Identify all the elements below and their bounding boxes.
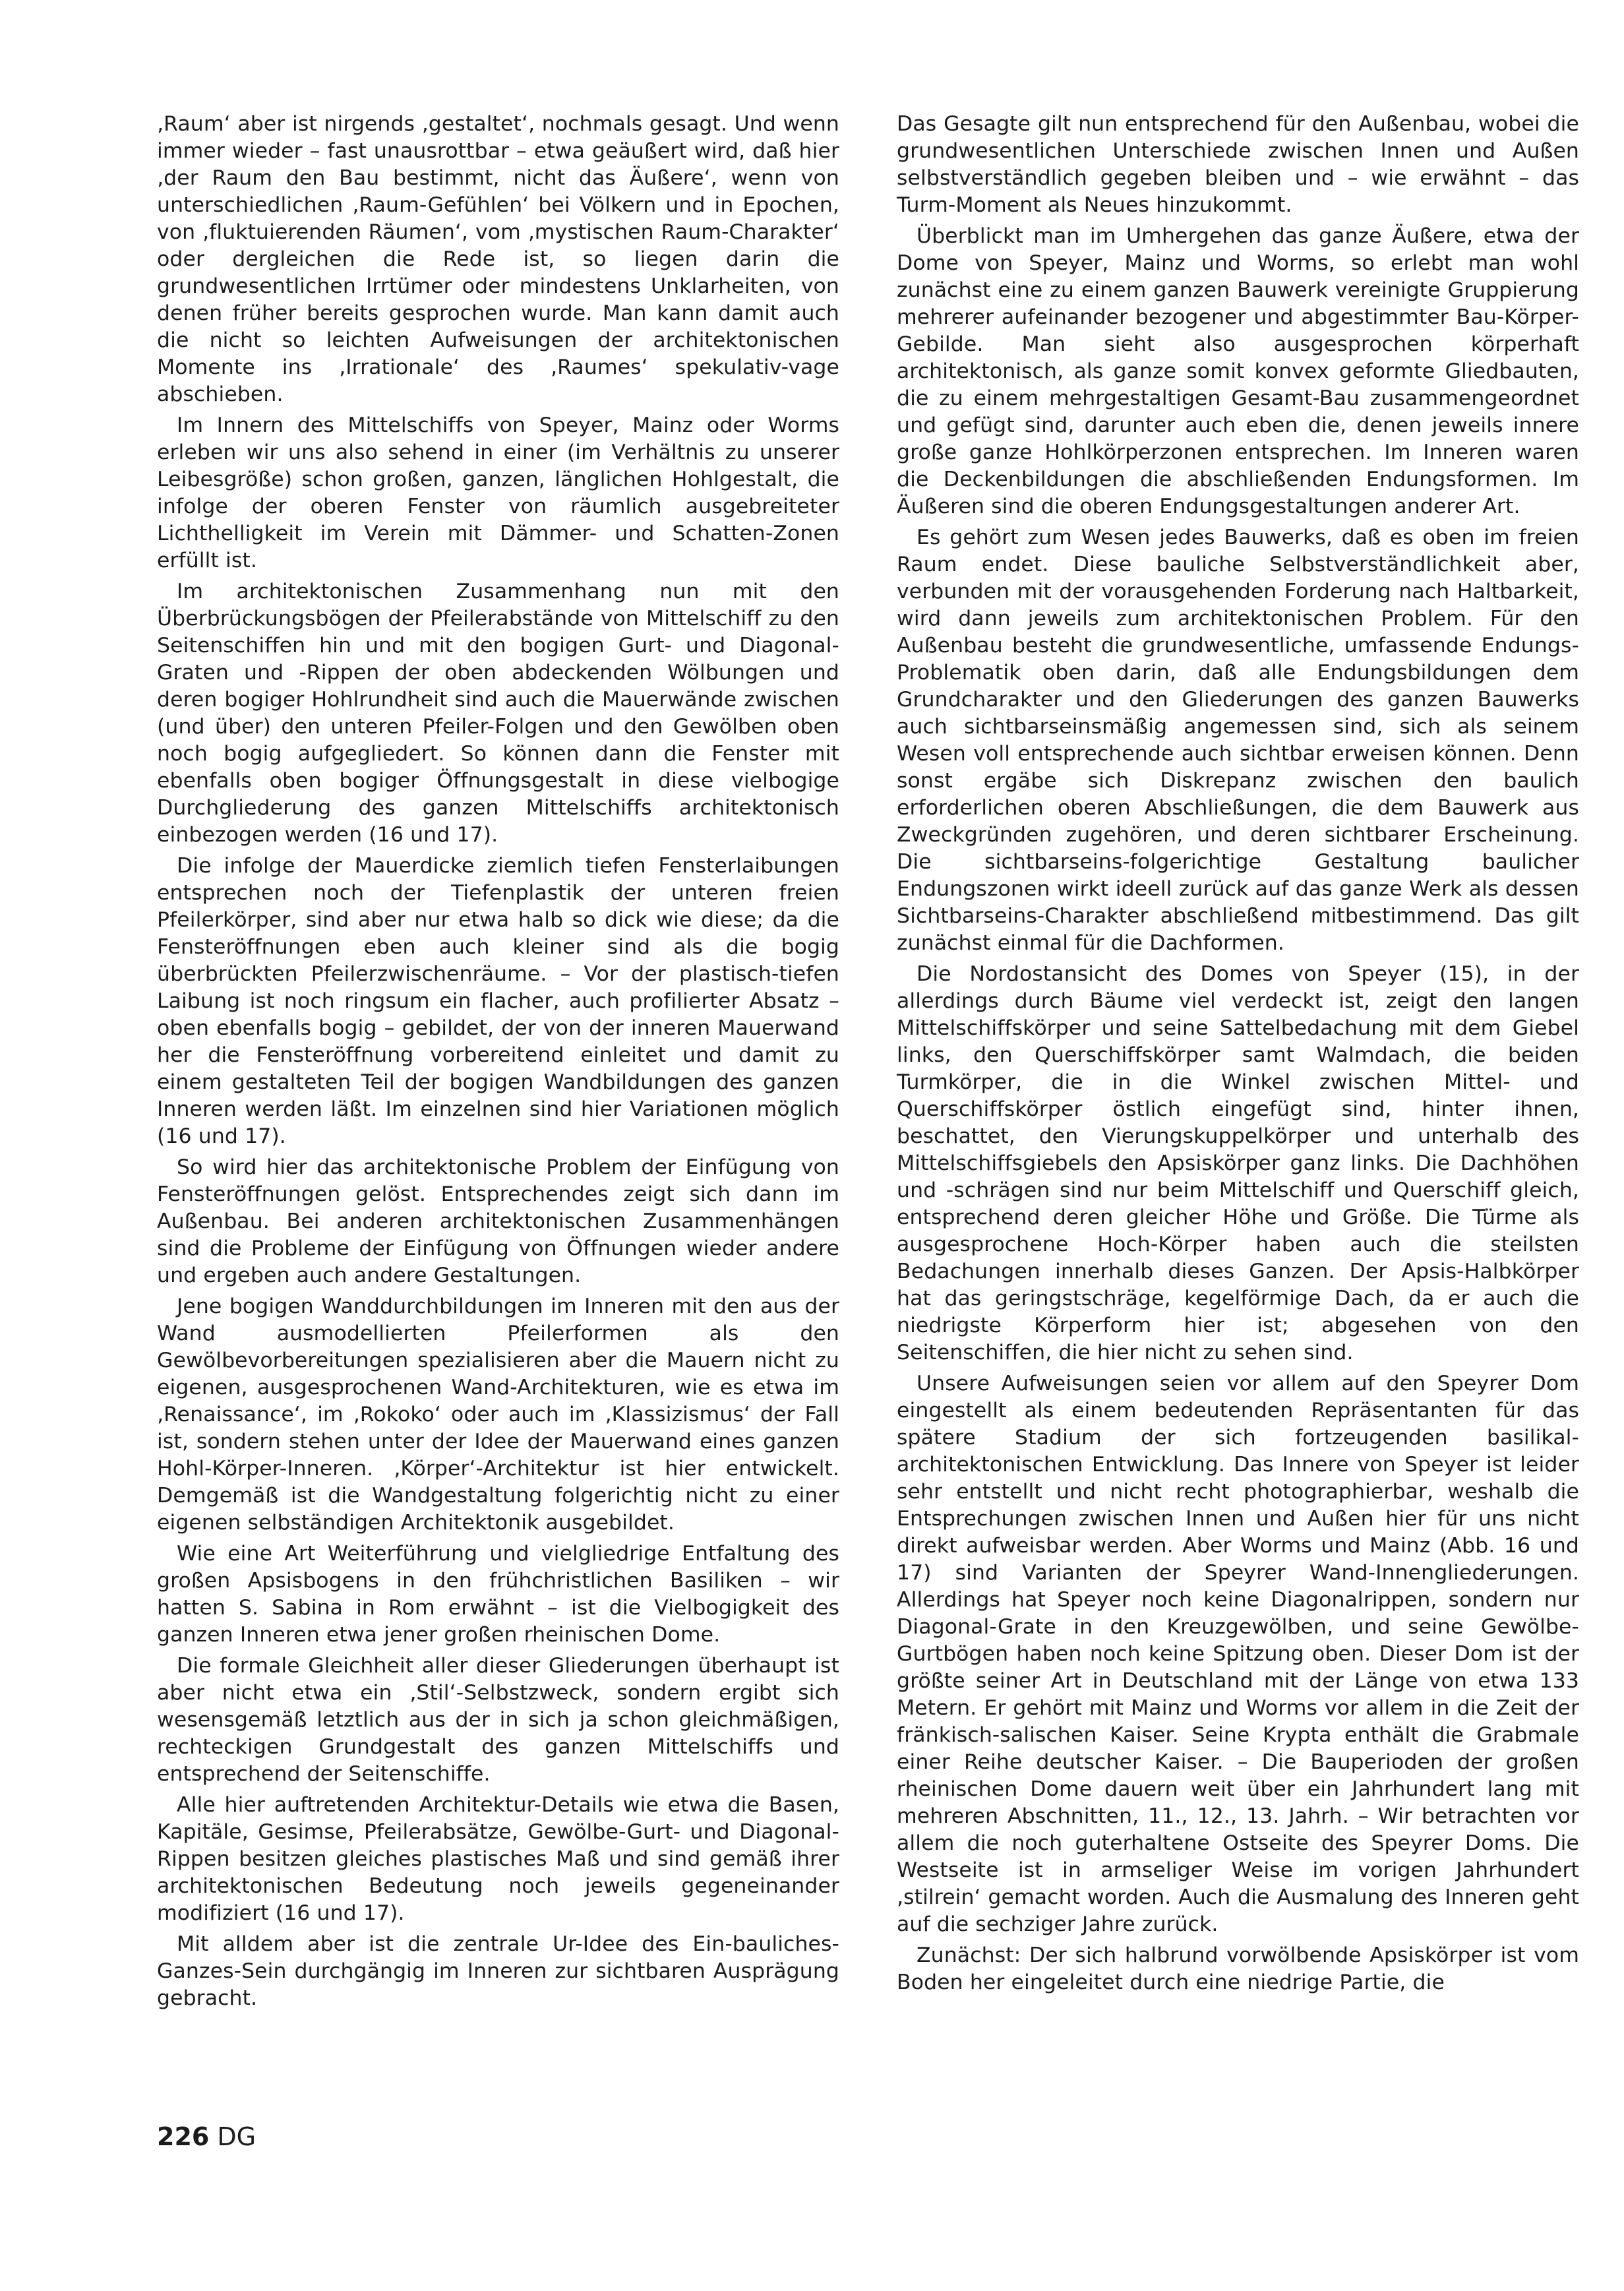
paragraph: Unsere Aufweisungen seien vor allem auf den Speyrer Dom eingestellt als einem bedeutenden Repräsentanten für das spätere Stadium der sich fortzeugenden basilikal-architektonischen Entwicklung. Das Innere von Speyer ist leider sehr entstellt und nicht recht photographierbar, weshalb die Entsprechungen zwischen Innen und Außen hier für uns nicht direkt aufweisbar werden. Aber Worms und Mainz (Abb. 16 und 17) sind Varianten der Speyrer Wand-Innengliederungen. Allerdings hat Speyer noch keine Diagonalrippen, sondern nur Diagonal-Grate in den Kreuzgewölben, und seine Gewölbe-Gurtbögen haben noch keine Spitzung oben. Dieser Dom ist der größte seiner Art in Deutschland mit der Länge von etwa 133 Metern. Er gehört mit Mainz und Worms vor allem in die Zeit der fränkisch-salischen Kaiser. Seine Krypta enthält die Grabmale einer Reihe deutscher Kaiser. – Die Bauperioden der großen rheinischen Dome dauern weit über ein Jahrhundert lang mit mehreren Abschnitten, 11., 12., 13. Jahrh. – Wir betrachten vor allem die noch guterhaltene Ostseite des Speyrer Doms. Die Westseite ist in armseliger Weise im vorigen Jahrhundert ‚stilrein‘ gemacht worden. Auch die Ausmalung des Inneren geht auf die sechziger Jahre zurück. [897,1372,1579,1936]
text-column-left [157,111,839,2016]
page-footer [157,2122,256,2151]
page-number: 226 [157,2122,210,2151]
paragraph: Überblickt man im Umhergehen das ganze Äußere, etwa der Dome von Speyer, Mainz und Worms, so erlebt man wohl zunächst eine zu einem ganzen Bauwerk vereinigte Gruppierung mehrerer aufeinander bezogener und abgestimmter Bau-Körper-Gebilde. Man sieht also ausgesprochen körperhaft architektonisch, als ganze somit konvex geformte Gliedbauten, die zu einem mehrgestaltigen Gesamt-Bau zusammengeordnet und gefügt sind, darunter auch eben die, denen jeweils innere große ganze Hohlkörperzonen entsprechen. Im Inneren waren die Deckenbildungen die abschließenden Endungsformen. Im Äußeren sind die oberen Endungsgestaltungen anderer Art. [897,224,1579,518]
paragraph: ‚Raum‘ aber ist nirgends ‚gestaltet‘, nochmals gesagt. Und wenn immer wieder – fast unausrottbar – etwa geäußert wird, daß hier ‚der Raum den Bau bestimmt, nicht das Äußere‘, wenn von unterschiedlichen ‚Raum-Gefühlen‘ bei Völkern und in Epochen, von ‚fluktuierenden Räumen‘, vom ‚mystischen Raum-Charakter‘ oder dergleichen die Rede ist, so liegen darin die grundwesentlichen Irrtümer oder mindestens Unklarheiten, von denen früher bereits gesprochen wurde. Man kann damit auch die nicht so leichten Aufweisungen der architektonischen Momente ins ‚Irrationale‘ des ‚Raumes‘ spekulativ-vage abschieben. [157,112,839,406]
paragraph: So wird hier das architektonische Problem der Einfügung von Fensteröffnungen gelöst. Entsprechendes zeigt sich dann im Außenbau. Bei anderen architektonischen Zusammenhängen sind die Probleme der Einfügung von Öffnungen wieder andere und ergeben auch andere Gestaltungen. [157,1155,839,1287]
paragraph: Wie eine Art Weiterführung und vielgliedrige Entfaltung des großen Apsisbogens in den frühchristlichen Basiliken – wir hatten S. Sabina in Rom erwähnt – ist die Vielbogigkeit des ganzen Inneren etwa jener großen rheinischen Dome. [157,1542,839,1647]
paragraph: Es gehört zum Wesen jedes Bauwerks, daß es oben im freien Raum endet. Diese bauliche Selbstverständlichkeit aber, verbunden mit der vorausgehenden Forderung nach Haltbarkeit, wird dann jeweils zum architektonischen Problem. Für den Außenbau besteht die grundwesentliche, umfassende Endungs-Problematik oben darin, daß alle Endungsbildungen dem Grundcharakter und den Gliederungen des ganzen Bauwerks auch sichtbarseinsmäßig angemessen sind, sich als seinem Wesen voll entsprechende auch sichtbar erweisen können. Denn sonst ergäbe sich Diskrepanz zwischen den baulich erforderlichen oberen Abschließungen, die dem Bauwerk aus Zweckgründen zugehören, und deren sichtbarer Erscheinung. Die sichtbarseins-folgerichtige Gestaltung baulicher Endungszonen wirkt ideell zurück auf das ganze Werk als dessen Sichtbarseins-Charakter abschließend mitbestimmend. Das gilt zunächst einmal für die Dachformen. [897,526,1579,955]
paragraph: Im architektonischen Zusammenhang nun mit den Überbrückungsbögen der Pfeilerabstände von Mittelschiff zu den Seitenschiffen hin und mit den bogigen Gurt- und Diagonal-Graten und -Rippen der oben abdeckenden Wölbungen und deren bogiger Hohlrundheit sind auch die Mauerwände zwischen (und über) den unteren Pfeiler-Folgen und den Gewölben oben noch bogig aufgegliedert. So können dann die Fenster mit ebenfalls oben bogiger Öffnungsgestalt in diese vielbogige Durchgliederung des ganzen Mittelschiffs architektonisch einbezogen werden (16 und 17). [157,580,839,847]
paragraph: Jene bogigen Wanddurchbildungen im Inneren mit den aus der Wand ausmodellierten Pfeilerformen als den Gewölbevorbereitungen spezialisieren aber die Mauern nicht zu eigenen, ausgesprochenen Wand-Architekturen, wie es etwa im ‚Renaissance‘, im ‚Rokoko‘ oder auch im ‚Klassizismus‘ der Fall ist, sondern stehen unter der Idee der Mauerwand eines ganzen Hohl-Körper-Inneren. ‚Körper‘-Architektur ist hier entwickelt. Demgemäß ist die Wandgestaltung folgerichtig nicht zu einer eigenen selbständigen Architektonik ausgebildet. [157,1295,839,1535]
paragraph: Die infolge der Mauerdicke ziemlich tiefen Fensterlaibungen entsprechen noch der Tiefenplastik der unteren freien Pfeilerkörper, sind aber nur etwa halb so dick wie diese; da die Fensteröffnungen eben auch kleiner sind als die bogig überbrückten Pfeilerzwischenräume. – Vor der plastisch-tiefen Laibung ist noch ringsum ein flacher, auch profilierter Absatz – oben ebenfalls bogig – gebildet, der von der inneren Mauerwand her die Fensteröffnung vorbereitend einleitet und damit zu einem gestalteten Teil der bogigen Wandbildungen des ganzen Inneren werden läßt. Im einzelnen sind hier Variationen möglich (16 und 17). [157,854,839,1148]
paragraph: Alle hier auftretenden Architektur-Details wie etwa die Basen, Kapitäle, Gesimse, Pfeilerabsätze, Gewölbe-Gurt- und Diagonal-Rippen besitzen gleiches plastisches Maß und sind gemäß ihrer architektonischen Bedeutung noch jeweils gegeneinander modifiziert (16 und 17). [157,1793,839,1925]
paragraph: Das Gesagte gilt nun entsprechend für den Außenbau, wobei die grundwesentlichen Unterschiede zwischen Innen und Außen selbstverständlich gegeben bleiben und – wie erwähnt – das Turm-Moment als Neues hinzukommt. [897,112,1579,217]
paragraph: Mit alldem aber ist die zentrale Ur-Idee des Ein-bauliches-Ganzes-Sein durchgängig im Inneren zur sichtbaren Ausprägung gebracht. [157,1932,839,2010]
text-column-right [897,111,1579,2000]
page-code: DG [217,2122,256,2151]
paragraph: Die Nordostansicht des Domes von Speyer (15), in der allerdings durch Bäume viel verdeckt ist, zeigt den langen Mittelschiffskörper und seine Sattelbedachung mit dem Giebel links, den Querschiffskörper samt Walmdach, die beiden Turmkörper, die in die Winkel zwischen Mittel- und Querschiffskörper östlich eingefügt sind, hinter ihnen, beschattet, den Vierungskuppelkörper und unterhalb des Mittelschiffsgiebels den Apsiskörper ganz links. Die Dachhöhen und -schrägen sind nur beim Mittelschiff und Querschiff gleich, entsprechend deren gleicher Höhe und Größe. Die Türme als ausgesprochene Hoch-Körper haben auch die steilsten Bedachungen innerhalb dieses Ganzen. Der Apsis-Halbkörper hat das geringstschräge, kegelförmige Dach, da er auch die niedrigste Körperform hier ist; abgesehen von den Seitenschiffen, die hier nicht zu sehen sind. [897,962,1579,1364]
paragraph: Im Innern des Mittelschiffs von Speyer, Mainz oder Worms erleben wir uns also sehend in einer (im Verhältnis zu unserer Leibesgröße) schon großen, ganzen, länglichen Hohlgestalt, die infolge der oberen Fenster von räumlich ausgebreiteter Lichthelligkeit im Verein mit Dämmer- und Schatten-Zonen erfüllt ist. [157,413,839,572]
paragraph: Zunächst: Der sich halbrund vorwölbende Apsiskörper ist vom Boden her eingeleitet durch eine niedrige Partie, die [897,1943,1579,1994]
paragraph: Die formale Gleichheit aller dieser Gliederungen überhaupt ist aber nicht etwa ein ‚Stil‘-Selbstzweck, sondern ergibt sich wesensgemäß letztlich aus der in sich ja schon gleichmäßigen, rechteckigen Grundgestalt des ganzen Mittelschiffs und entsprechend der Seitenschiffe. [157,1654,839,1786]
